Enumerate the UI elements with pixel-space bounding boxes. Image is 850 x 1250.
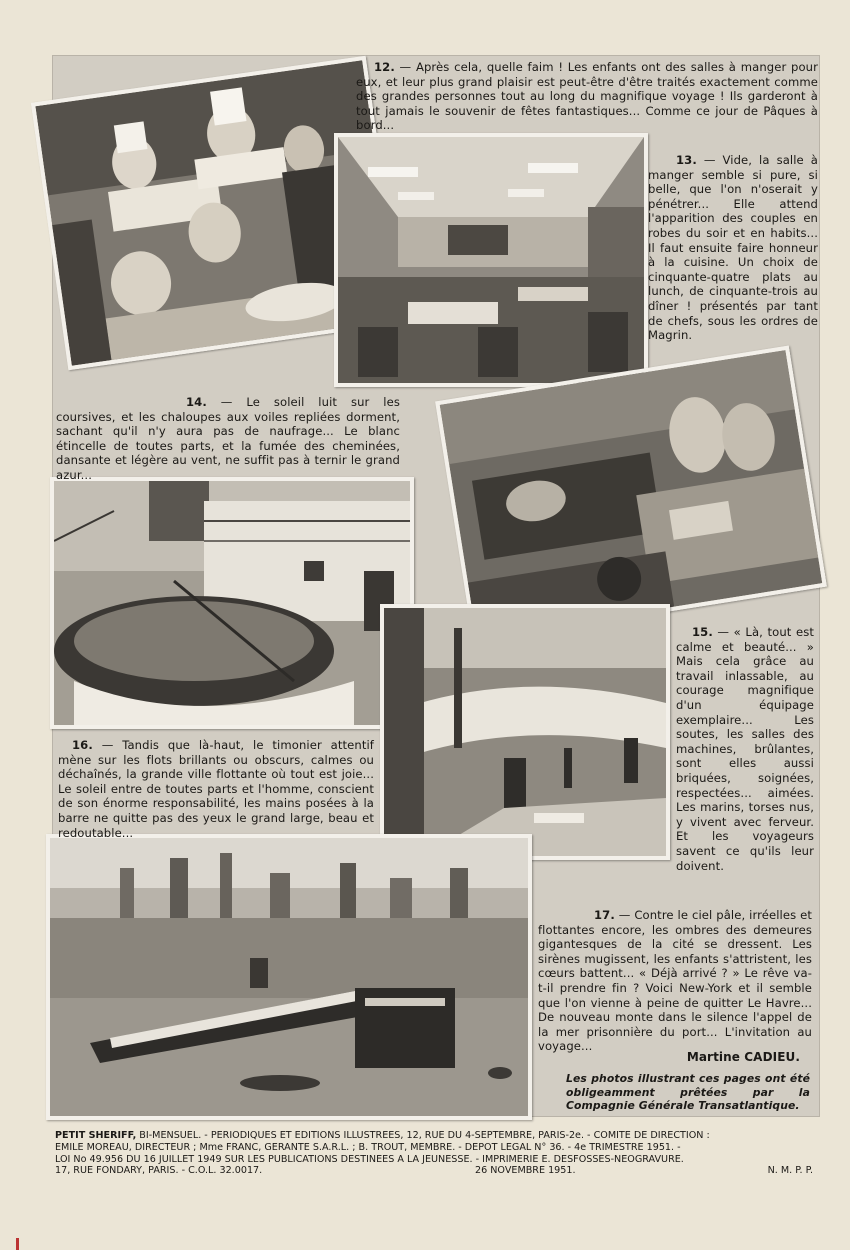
- lifeboats-deck-photo: [50, 477, 414, 729]
- empty-dining-room-photo: [334, 133, 648, 387]
- section-17-body: — Contre le ciel pâle, irréelles et flottantes encore, les ombres des demeures gigantesques de la cité se dressent. Les sirènes mugissent, les enfants s'attristent, les cœurs battent... « Déjà arrivé ? » Le rêve va-t-il prendre fin ? Voici New-York et il semble que l'on vienne à peine de quitter Le Havre... De nouveau monte dans le silence l'appel de la mer prisonnière du port... L'invitation au voyage...: [538, 908, 812, 1054]
- footer-date: 26 NOVEMBRE 1951.: [475, 1165, 576, 1177]
- section-14-number: 14.: [186, 395, 207, 409]
- footer-title: PETIT SHERIFF,: [55, 1130, 137, 1141]
- footer-distributor: N. M. P. P.: [767, 1165, 813, 1177]
- footer-line-4: [55, 1165, 817, 1177]
- section-17-text: [538, 908, 812, 1054]
- publication-footer: [55, 1130, 817, 1177]
- new-york-harbor-photo: [46, 834, 532, 1120]
- section-12-text: [356, 60, 818, 133]
- section-15-text: [676, 625, 814, 873]
- photo-credit: Les photos illustrant ces pages ont été obligeamment prêtées par la Compagnie Générale Transatlantique.: [566, 1072, 810, 1112]
- footer-line-2: EMILE MOREAU, DIRECTEUR ; Mme FRANC, GERANTE S.A.R.L. ; B. TROUT, MEMBRE. - DEPOT LEGAL N° 36. - 4e TRIMESTRE 1951. -: [55, 1141, 681, 1153]
- section-12-number: 12.: [374, 60, 395, 74]
- footer-line-1: PETIT SHERIFF, BI-MENSUEL. - PERIODIQUES ET EDITIONS ILLUSTREES, 12, RUE DU 4-SEPTEMBRE, PARIS-2e. - COMITE DE DIRECTION :: [55, 1130, 710, 1141]
- section-16-number: 16.: [72, 738, 93, 752]
- section-14-text: [56, 395, 400, 483]
- section-17-number: 17.: [594, 908, 615, 922]
- section-13-text: [648, 153, 818, 343]
- section-13-body: — Vide, la salle à manger semble si pure, si belle, que l'on n'oserait y pénétrer... Elle attend l'apparition des couples en robes du soir et en habits... Il faut ensuite faire honneur à la cuisine. Un choix de cinquante-quatre plats au lunch, de cinquante-trois au dîner ! présentés par tant de chefs, sous les ordres de Magrin.: [648, 153, 818, 343]
- footer-address: 17, RUE FONDARY, PARIS. - C.O.L. 32.0017.: [55, 1165, 263, 1177]
- section-12-body: — Après cela, quelle faim ! Les enfants ont des salles à manger pour eux, et leur plus grand plaisir est peut-être d'être traités exactement comme des grandes personnes tout au long du magnifique voyage ! Ils garderont à tout jamais le souvenir de fêtes fantastiques... Comme ce jour de Pâques à bord...: [356, 60, 818, 133]
- bridge-wheelhouse-photo: [380, 604, 670, 860]
- footer-line-3: LOI No 49.956 DU 16 JUILLET 1949 SUR LES PUBLICATIONS DESTINEES A LA JEUNESSE. - IMPRIMERIE E. DESFOSSES-NEOGRAVURE.: [55, 1153, 684, 1165]
- section-15-number: 15.: [692, 625, 713, 639]
- section-16-text: [58, 738, 374, 840]
- section-15-body: — « Là, tout est calme et beauté... » Mais cela grâce au travail inlassable, au courage magnifique d'un équipage exemplaire... Les soutes, les salles des machines, brûlantes, sont elles aussi briquées, soignées, respectées... aimées. Les marins, torses nus, y vivent avec ferveur. Et les voyageurs savent ce qu'ils leur doivent.: [676, 625, 814, 873]
- page-edge-mark: [16, 1238, 19, 1250]
- section-16-body: — Tandis que là-haut, le timonier attentif mène sur les flots brillants ou obscurs, calmes ou déchaînés, la grande ville flottante où tout est joie... Le soleil entre de toutes parts et l'homme, conscient de son énorme responsabilité, les mains posées à la barre ne quitte pas des yeux le grand large, beau et redoutable...: [58, 738, 374, 840]
- section-14-body: — Le soleil luit sur les coursives, et les chaloupes aux voiles repliées dorment, sachant qu'il n'y aura pas de naufrage... Le blanc étincelle de toutes parts, et la fumée des cheminées, dansante et légère au vent, ne suffit pas à ternir le grand azur...: [56, 395, 401, 482]
- section-13-number: 13.: [676, 153, 697, 167]
- author-signature: Martine CADIEU.: [686, 1050, 800, 1064]
